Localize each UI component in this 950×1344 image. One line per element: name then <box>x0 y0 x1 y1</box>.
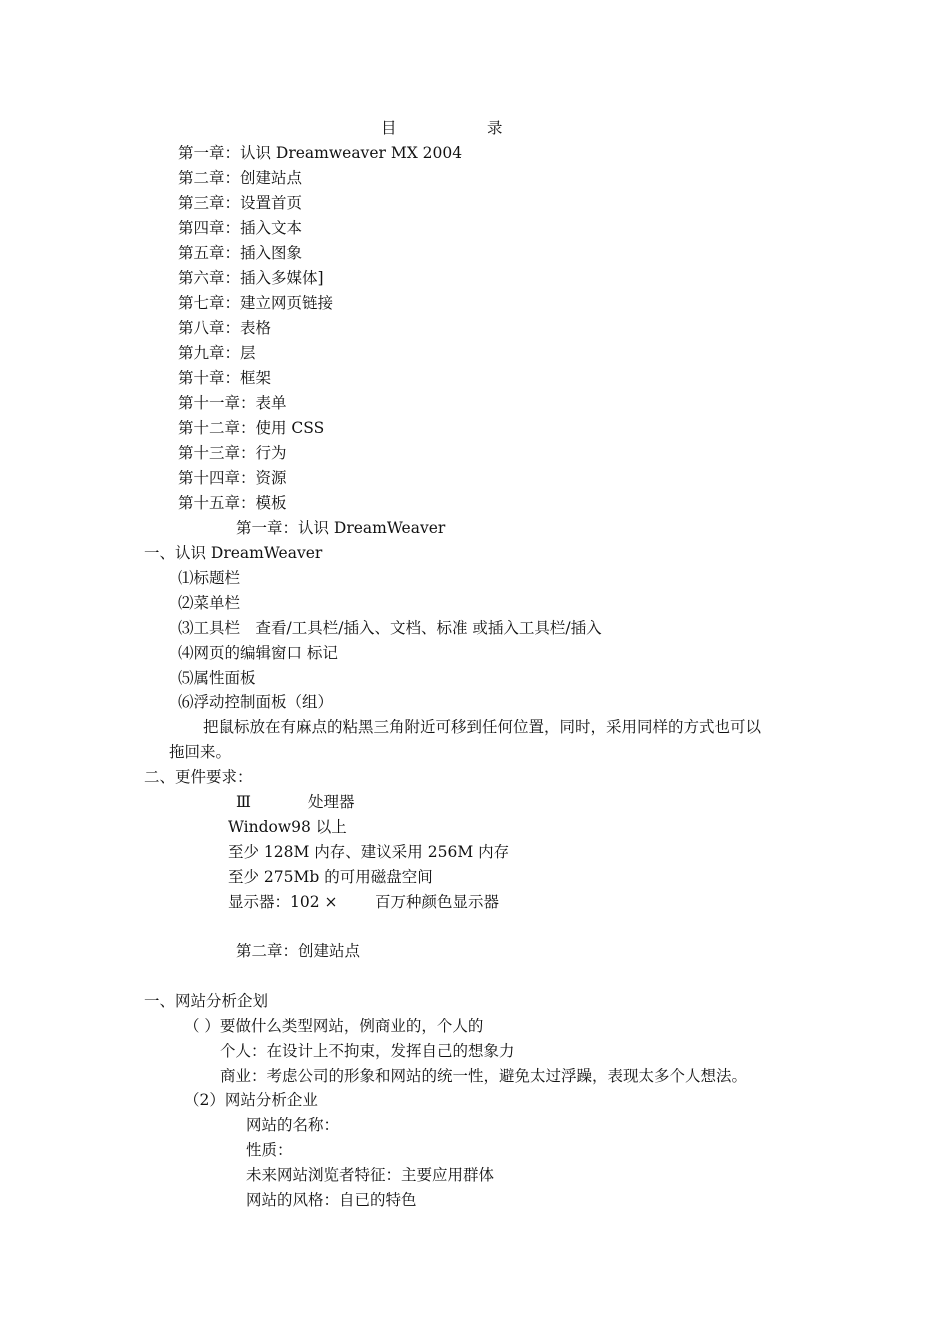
cpu-requirement-left: Ⅲ <box>236 793 251 811</box>
toc-item: 第三章：设置首页 <box>178 194 303 212</box>
chapter1-list-item: ⑸属性面板 <box>178 669 256 687</box>
chapter1-list-item: ⑷网页的编辑窗口 标记 <box>178 644 338 662</box>
display-requirement-right: 百万种颜色显示器 <box>375 893 500 911</box>
chapter2-item1-sub: 商业：考虑公司的形象和网站的统一性，避免太过浮躁，表现太多个人想法。 <box>220 1067 748 1085</box>
toc-item: 第十一章：表单 <box>178 394 287 412</box>
toc-item: 第十五章：模板 <box>178 494 287 512</box>
chapter1-list-item: ⑹浮动控制面板（组） <box>178 693 334 711</box>
chapter2-heading: 第二章：创建站点 <box>236 942 361 960</box>
toc-item: 第八章：表格 <box>178 319 272 337</box>
display-requirement-left: 显示器：102 × <box>228 893 338 911</box>
toc-title <box>0 118 950 138</box>
chapter1-heading: 第一章：认识 DreamWeaver <box>236 519 446 537</box>
requirement-item: 至少 128M 内存、建议采用 256M 内存 <box>228 843 510 861</box>
toc-item: 第二章：创建站点 <box>178 169 303 187</box>
toc-item: 第六章：插入多媒体] <box>178 269 324 287</box>
cpu-requirement-right: 处理器 <box>308 793 355 811</box>
chapter1-list-item: ⑴标题栏 <box>178 569 241 587</box>
requirement-item: 至少 275Mb 的可用磁盘空间 <box>228 868 433 886</box>
toc-title-left: 目 <box>381 119 397 137</box>
chapter2-item2: （2）网站分析企业 <box>184 1091 318 1109</box>
chapter1-paragraph-line1: 把鼠标放在有麻点的粘黑三角附近可移到任何位置，同时，采用同样的方式也可以 <box>203 718 762 736</box>
requirement-item: Window98 以上 <box>228 818 347 836</box>
chapter2-section1-title: 一、网站分析企划 <box>144 992 269 1010</box>
toc-item: 第九章：层 <box>178 344 256 362</box>
chapter2-item2-sub: 网站的名称： <box>246 1116 340 1134</box>
chapter1-list-item: ⑶工具栏 查看/工具栏/插入、文档、标准 或插入工具栏/插入 <box>178 619 602 637</box>
chapter1-paragraph-line2: 拖回来。 <box>169 743 232 761</box>
chapter2-item2-sub: 性质： <box>246 1141 293 1159</box>
toc-item: 第一章：认识 Dreamweaver MX 2004 <box>178 144 463 162</box>
toc-item: 第四章：插入文本 <box>178 219 303 237</box>
toc-item: 第十三章：行为 <box>178 444 287 462</box>
toc-item: 第七章：建立网页链接 <box>178 294 334 312</box>
toc-item: 第十四章：资源 <box>178 469 287 487</box>
toc-item: 第十二章：使用 CSS <box>178 419 325 437</box>
chapter2-item2-sub: 未来网站浏览者特征：主要应用群体 <box>246 1166 495 1184</box>
chapter2-item1: （ ）要做什么类型网站，例商业的，个人的 <box>184 1017 484 1035</box>
chapter1-section1-title: 一、认识 DreamWeaver <box>144 544 323 562</box>
chapter1-list-item: ⑵菜单栏 <box>178 594 241 612</box>
toc-title-right: 录 <box>487 119 503 137</box>
chapter1-section2-title: 二、更件要求： <box>144 768 253 786</box>
toc-item: 第十章：框架 <box>178 369 272 387</box>
chapter2-item2-sub: 网站的风格：自已的特色 <box>246 1191 417 1209</box>
chapter2-item1-sub: 个人：在设计上不拘束，发挥自己的想象力 <box>220 1042 515 1060</box>
toc-item: 第五章：插入图象 <box>178 244 303 262</box>
